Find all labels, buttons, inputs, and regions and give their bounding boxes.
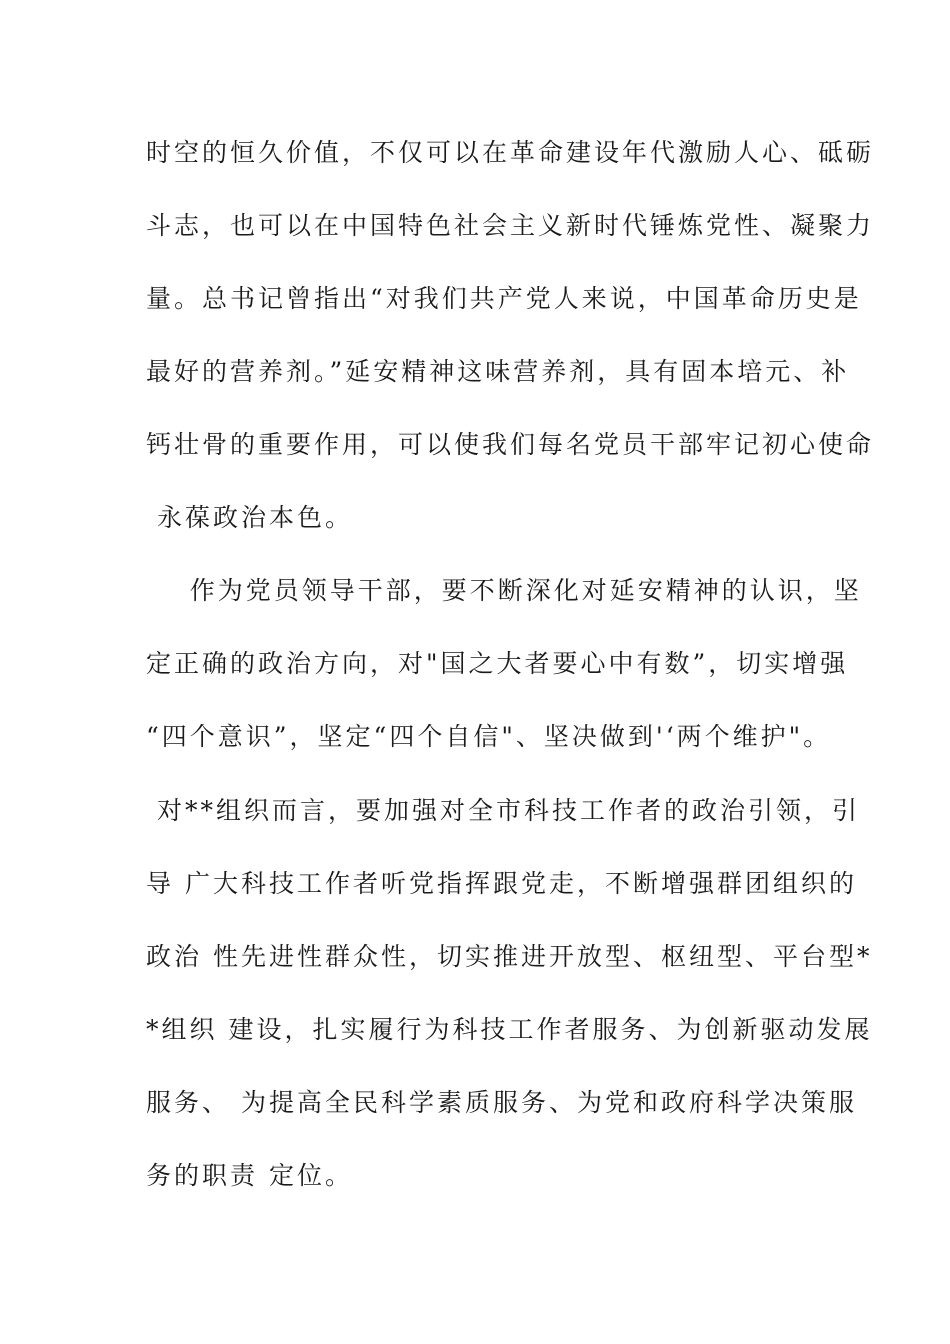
- text-line-9: “四个意识”，坚定“四个自信"、坚决做到'‘两个维护"。: [146, 722, 832, 751]
- text-line-12: 政治 性先进性群众性，切实推进开放型、枢纽型、平台型*: [146, 942, 873, 971]
- text-line-11: 导 广大科技工作者听党指挥跟党走，不断增强群团组织的: [146, 869, 857, 898]
- text-line-13: *组织 建设，扎实履行为科技工作者服务、为创新驱动发展: [146, 1015, 873, 1044]
- text-line-3: 量。总书记曾指出“对我们共产党人来说，中国革命历史是: [146, 284, 862, 313]
- text-line-7: 作为党员领导干部，要不断深化对延安精神的认识，坚: [146, 576, 862, 605]
- text-line-5: 钙壮骨的重要作用，可以使我们每名党员干部牢记初心使命: [146, 430, 875, 459]
- text-line-4: 最好的营养剂。”延安精神这味营养剂，具有固本培元、补: [146, 357, 850, 386]
- text-line-10: 对**组织而言，要加强对全市科技工作者的政治引领，引: [146, 796, 860, 825]
- text-line-1: 时空的恒久价值，不仅可以在革命建设年代激励人心、砥砺: [146, 138, 875, 167]
- text-line-2: 斗志，也可以在中国特色社会主义新时代锤炼党性、凝聚力: [146, 211, 875, 240]
- text-line-15: 务的职责 定位。: [146, 1161, 353, 1190]
- text-line-6: 永葆政治本色。: [146, 503, 353, 532]
- text-line-8: 定正确的政治方向，对"国之大者要心中有数”，切实增强: [146, 649, 849, 678]
- text-line-14: 服务、 为提高全民科学素质服务、为党和政府科学决策服: [146, 1088, 857, 1117]
